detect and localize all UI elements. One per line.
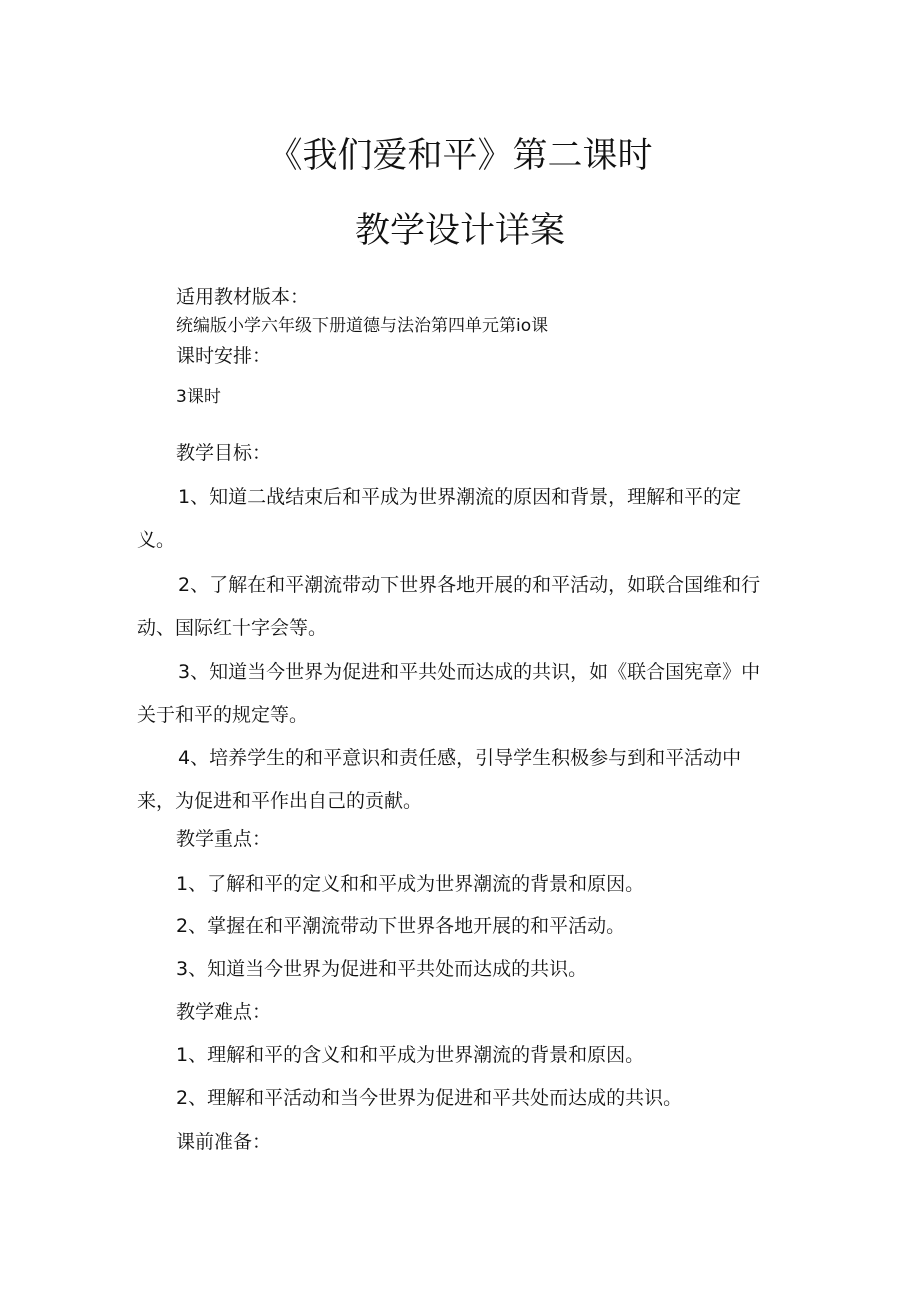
schedule-label: 课时安排： — [176, 345, 272, 367]
key-points-heading: 教学重点： — [176, 828, 272, 850]
edition-value: 统编版小学六年级下册道德与法治第四单元第io课 — [176, 316, 549, 336]
objective-item-3: 3、知道当今世界为促进和平共处而达成的共识，如《联合国宪章》中关于和平的规定等。 — [137, 661, 761, 726]
edition-label: 适用教材版本： — [176, 286, 310, 308]
document-title: 《我们爱和平》第二课时 — [267, 136, 653, 176]
difficulty-item-2: 2、理解和平活动和当今世界为促进和平共处而达成的共识。 — [176, 1087, 683, 1109]
key-point-item-1: 1、了解和平的定义和和平成为世界潮流的背景和原因。 — [176, 873, 645, 895]
objectives-heading: 教学目标： — [176, 442, 272, 464]
objective-item-2: 2、了解在和平潮流带动下世界各地开展的和平活动，如联合国维和行动、国际红十字会等。 — [137, 574, 761, 639]
preparation-heading: 课前准备： — [176, 1131, 272, 1153]
schedule-value: 3课时 — [176, 387, 221, 407]
difficulties-heading: 教学难点： — [176, 1001, 272, 1023]
objective-item-4: 4、培养学生的和平意识和责任感，引导学生积极参与到和平活动中来，为促进和平作出自己的贡献。 — [137, 747, 742, 812]
objective-item-1: 1、知道二战结束后和平成为世界潮流的原因和背景，理解和平的定义。 — [137, 486, 742, 551]
document-subtitle: 教学设计详案 — [354, 211, 565, 251]
key-point-item-3: 3、知道当今世界为促进和平共处而达成的共识。 — [176, 958, 588, 980]
key-point-item-2: 2、掌握在和平潮流带动下世界各地开展的和平活动。 — [176, 915, 626, 937]
difficulty-item-1: 1、理解和平的含义和和平成为世界潮流的背景和原因。 — [176, 1044, 645, 1066]
